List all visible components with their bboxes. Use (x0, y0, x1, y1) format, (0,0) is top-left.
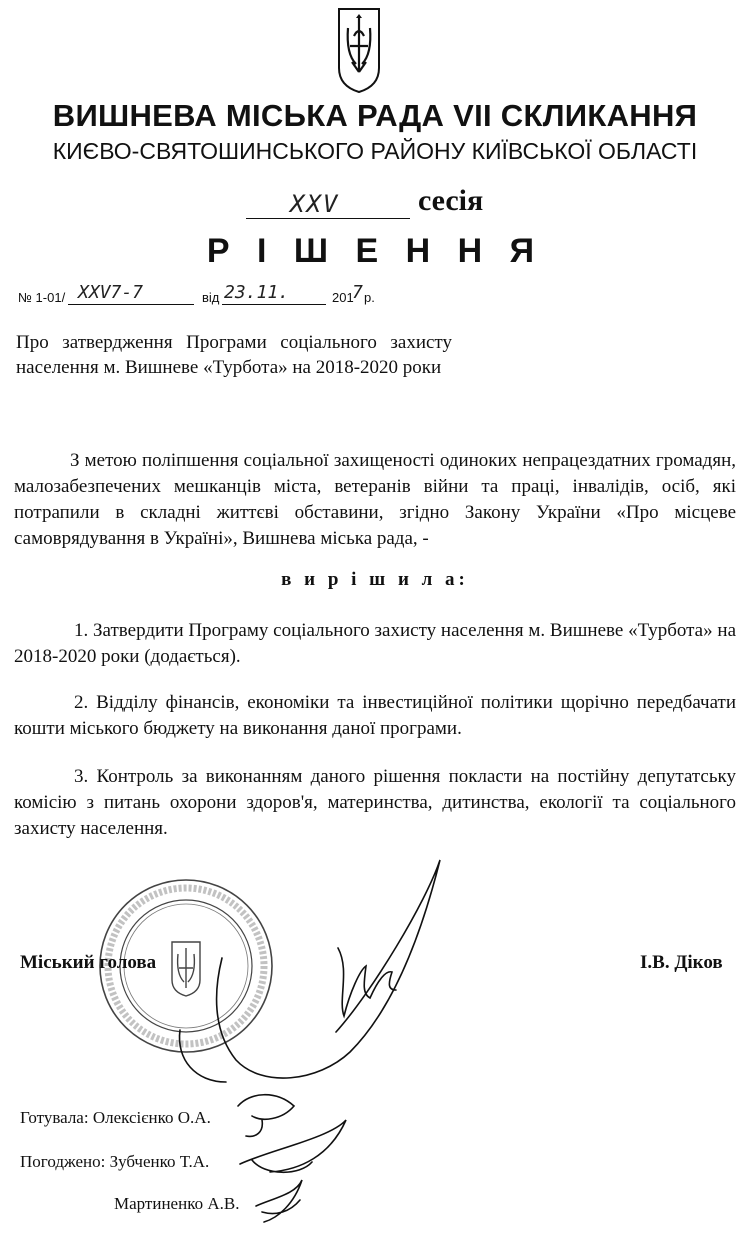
prepared-by: Готувала: Олексієнко О.А. (20, 1108, 211, 1127)
year-suffix: р. (364, 290, 375, 305)
session-number: XXV (290, 190, 340, 218)
number-underline (68, 304, 194, 305)
coat-of-arms-icon (336, 6, 382, 94)
decision-subject: Про затвердження Програми соціального захисту населення м. Вишневе «Турбота» на 2018-2020 роки (16, 332, 452, 378)
decision-date: 23.11. (224, 282, 290, 303)
preamble-paragraph: З метою поліпшення соціальної захищеності одиноких непрацездатних громадян, малозабезпечених мешканців міста, ветеранів війни та праці, інвалідів, осіб, які потрапили в складні життєві обставини, згідно Закону України «Про місцеве самоврядування в Україні», Вишнева міська рада, - (14, 450, 736, 549)
mayor-title: Міський голова (20, 952, 157, 973)
number-date-line (18, 284, 618, 310)
from-label: від (202, 290, 220, 305)
session-label: сесія (418, 184, 484, 217)
year-prefix: 201 (332, 290, 354, 305)
session-underline (246, 218, 410, 219)
document-title: Р І Ш Е Н Н Я (206, 232, 544, 270)
approved-by-second: Мартиненко А.В. (114, 1194, 240, 1213)
approved-by: Погоджено: Зубченко Т.А. (20, 1152, 210, 1171)
resolved-heading: в и р і ш и л а: (281, 569, 469, 590)
resolution-item-2: 2. Відділу фінансів, економіки та інвестиційної політики щорічно передбачати кошти міського бюджету на виконання даної програми. (14, 692, 736, 739)
decision-number: XXV7-7 (78, 282, 144, 303)
resolution-item-3: 3. Контроль за виконанням даного рішення покласти на постійну депутатську комісію з питань охорони здоров'я, материнства, дитинства, екології та соціального захисту населення. (14, 766, 736, 839)
district-name: КИЄВО-СВЯТОШИНСЬКОГО РАЙОНУ КИЇВСЬКОЇ ОБЛАСТІ (52, 138, 698, 164)
council-name: ВИШНЕВА МІСЬКА РАДА VII СКЛИКАННЯ (52, 98, 698, 133)
resolution-item-1: 1. Затвердити Програму соціального захисту населення м. Вишневе «Турбота» на 2018-2020 роки (додається). (14, 620, 736, 667)
date-underline (222, 304, 326, 305)
number-prefix: № 1-01/ (18, 290, 66, 305)
year-digit: 7 (352, 282, 363, 303)
mayor-name: І.В. Діков (640, 952, 723, 973)
